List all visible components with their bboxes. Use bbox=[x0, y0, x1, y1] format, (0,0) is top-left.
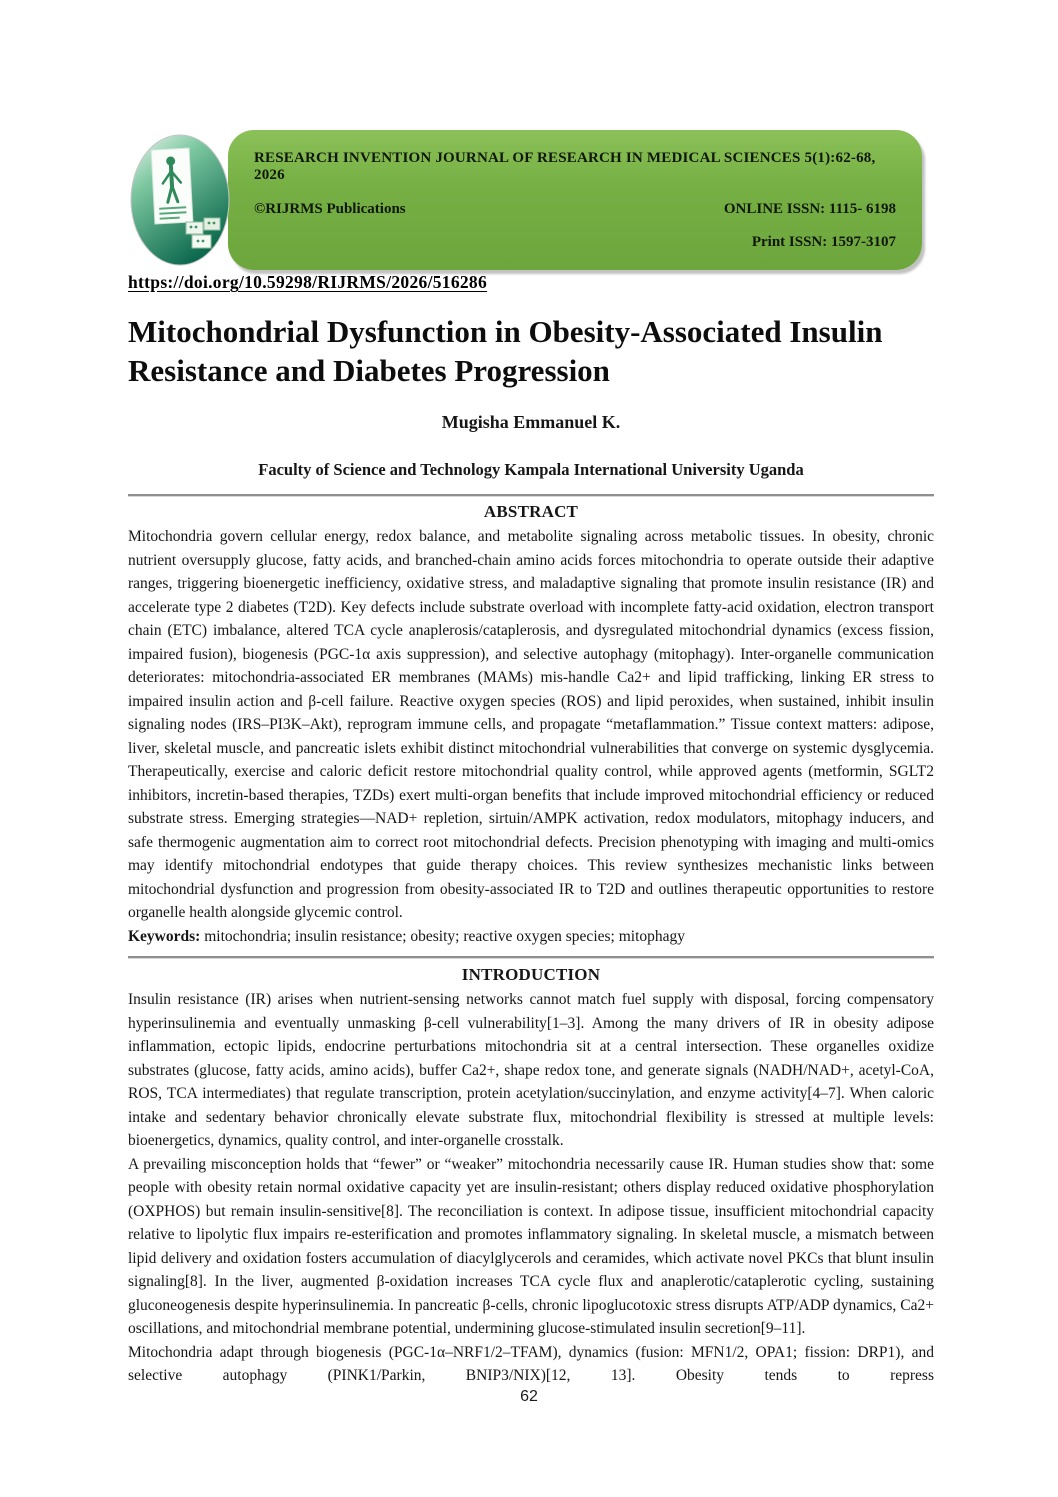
doi-link[interactable]: https://doi.org/10.59298/RIJRMS/2026/516286 bbox=[128, 272, 488, 292]
author-name: Mugisha Emmanuel K. bbox=[441, 412, 621, 432]
journal-header bbox=[128, 130, 922, 270]
section-divider-top bbox=[128, 494, 934, 497]
journal-logo-icon bbox=[130, 134, 230, 266]
online-issn: ONLINE ISSN: 1115- 6198 bbox=[723, 201, 896, 217]
author-affiliation: Faculty of Science and Technology Kampala International University Uganda bbox=[258, 460, 804, 479]
keywords-value: mitochondria; insulin resistance; obesity; reactive oxygen species; mitophagy bbox=[204, 927, 686, 945]
introduction-heading: INTRODUCTION bbox=[461, 965, 601, 984]
intro-paragraph: A prevailing misconception holds that “fewer” or “weaker” mitochondria necessarily cause IR. Human studies show that: some people with obesity retain normal oxidative capacity yet are insulin-resistant; others display reduced oxidative phosphorylation (OXPHOS) but remain insulin-sensitive[8]. The reconciliation is context. In adipose tissue, insufficient mitochondrial capacity relative to lipolytic flux impairs re-esterification and promotes inflammatory signaling. In skeletal muscle, a mismatch between lipid delivery and oxidation fosters accumulation of diacylglycerols and ceramides, which activate novel PKCs that blunt insulin signaling[8]. In the liver, augmented β-oxidation increases TCA cycle flux and anaplerotic/cataplerotic cycling, sustaining gluconeogenesis despite hyperinsulinemia. In pancreatic β-cells, chronic lipoglucotoxic stress disrupts ATP/ADP dynamics, Ca2+ oscillations, and mitochondrial membrane potential, undermining glucose-stimulated insulin secretion[9–11]. bbox=[128, 1155, 934, 1337]
print-issn: Print ISSN: 1597-3107 bbox=[751, 234, 896, 250]
article-title: Mitochondrial Dysfunction in Obesity-Associated Insulin Resistance and Diabetes Progression bbox=[128, 314, 883, 388]
intro-paragraph: Mitochondria adapt through biogenesis (PGC-1α–NRF1/2–TFAM), dynamics (fusion: MFN1/2, OPA1; fission: DRP1), and selective autophagy (PINK1/Parkin, BNIP3/NIX)[12, 13]. Obesity tends to repress bbox=[128, 1343, 934, 1384]
keywords-line bbox=[128, 925, 934, 949]
keywords-label: Keywords: bbox=[128, 927, 201, 945]
rijrms-journal-logo-icon bbox=[130, 134, 230, 266]
abstract-text: Mitochondria govern cellular energy, redox balance, and metabolite signaling across metabolic tissues. In obesity, chronic nutrient oversupply glucose, fatty acids, and branched-chain amino acids forces mitochondria to operate outside their adaptive ranges, triggering bioenergetic inefficiency, oxidative stress, and maladaptive signaling that promote insulin resistance (IR) and accelerate type 2 diabetes (T2D). Key defects include substrate overload with incomplete fatty-acid oxidation, electron transport chain (ETC) imbalance, altered TCA cycle anaplerosis/cataplerosis, and dysregulated mitochondrial dynamics (excess fission, impaired fusion), biogenesis (PGC-1α axis suppression), and selective autophagy (mitophagy). Inter-organelle communication deteriorates: mitochondria-associated ER membranes (MAMs) mis-handle Ca2+ and lipid trafficking, linking ER stress to impaired insulin action and β-cell failure. Reactive oxygen species (ROS) and lipid peroxides, when sustained, inhibit insulin signaling nodes (IRS–PI3K–Akt), reprogram immune cells, and propagate “metaflammation.” Tissue context matters: adipose, liver, skeletal muscle, and pancreatic islets exhibit distinct mitochondrial vulnerabilities that converge on systemic dysglycemia. Therapeutically, exercise and caloric deficit restore mitochondrial quality control, while approved agents (metformin, SGLT2 inhibitors, incretin-based therapies, TZDs) exert multi-organ benefits that include improved mitochondrial efficiency or reduced substrate stress. Emerging strategies—NAD+ repletion, sirtuin/AMPK activation, redox modulators, mitophagy inducers, and safe thermogenic augmentation aim to correct root mitochondrial defects. Precision phenotyping with imaging and multi-omics may identify mitochondrial endotypes that guide therapy choices. This review synthesizes mechanistic links between mitochondrial dysfunction and progression from obesity-associated IR to T2D and outlines therapeutic opportunities to restore organelle health alongside glycemic control. bbox=[128, 528, 934, 921]
journal-info-box bbox=[228, 130, 922, 270]
abstract-heading: ABSTRACT bbox=[483, 502, 579, 521]
publisher-label: ©RIJRMS Publications bbox=[254, 201, 406, 217]
page-number: 62 bbox=[520, 1388, 538, 1405]
article-body bbox=[128, 502, 934, 1388]
section-divider-middle bbox=[128, 956, 934, 959]
intro-paragraph: Insulin resistance (IR) arises when nutrient-sensing networks cannot match fuel supply with disposal, forcing compensatory hyperinsulinemia and eventually unmasking β-cell vulnerability[1–3]. Among the many drivers of IR in obesity adipose inflammation, ectopic lipids, endocrine perturbations mitochondria sit at a central intersection. These organelles oxidize substrates (glucose, fatty acids, amino acids), buffer Ca2+, shape redox tone, and generate signals (NADH/NAD+, acetyl-CoA, ROS, TCA intermediates) that regulate transcription, protein acetylation/succinylation, and enzyme activity[4–7]. When caloric intake and sedentary behavior chronically elevate substrate flux, mitochondrial flexibility is stressed at multiple levels: bioenergetics, dynamics, quality control, and inter-organelle crosstalk. bbox=[128, 991, 934, 1149]
journal-title-line: RESEARCH INVENTION JOURNAL OF RESEARCH IN MEDICAL SCIENCES 5(1):62-68, 2026 bbox=[254, 150, 876, 183]
